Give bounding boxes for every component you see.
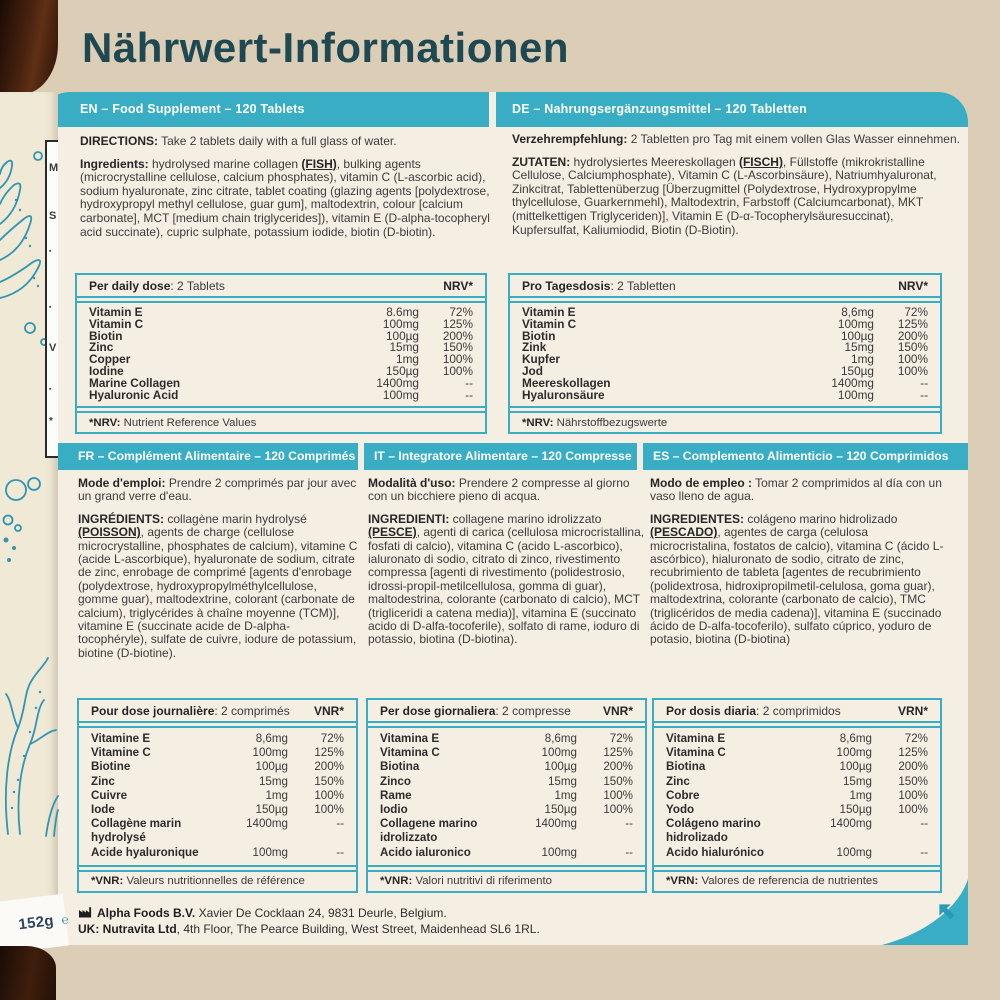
nutrient-nrv: 100%: [603, 803, 633, 817]
nutrient-amount: 8.6mg: [386, 305, 419, 319]
nutrient-amount: 150µg: [839, 803, 872, 817]
fr-ingredients: [78, 513, 359, 660]
nutrient-amount: 1400mg: [246, 817, 288, 831]
de-ingredients-label: ZUTATEN:: [512, 154, 571, 169]
it-directions-text: Prendere 2 compresse al giorno con un bicchiere pieno di acqua.: [368, 476, 630, 504]
nutrient-nrv: 150%: [442, 340, 473, 355]
table-header: [79, 700, 356, 723]
dose-value: : 2 Tabletten: [610, 278, 676, 293]
table-row: [79, 817, 356, 845]
nutrient-amount: 8,6mg: [839, 732, 872, 745]
nutrient-name: Vitamina C: [380, 746, 440, 760]
table-footnote: [368, 870, 645, 891]
fr-ingredients-label: INGRÉDIENTS:: [78, 511, 165, 526]
manufacturer-footer: [78, 906, 540, 937]
nutrient-name: Hyaluronic Acid: [89, 387, 179, 402]
section-header-es-label: ES – Complemento Alimenticio – 120 Comprimidos: [653, 449, 949, 463]
table-row: [368, 775, 645, 789]
nutrient-nrv: 125%: [314, 746, 344, 760]
nutrient-amount: 100mg: [382, 387, 419, 402]
nutrient-name: Kupfer: [522, 352, 561, 367]
nutrient-name: Vitamin C: [522, 316, 577, 331]
nutrient-nrv: --: [465, 375, 473, 390]
dose-label: Per daily dose: [89, 278, 171, 293]
table-row: [654, 760, 940, 774]
nutrient-name: Vitamine E: [91, 732, 151, 745]
front-label-glyph: ▪: [49, 248, 52, 255]
fr-column: [78, 477, 359, 669]
nutrient-name: Meereskollagen: [522, 375, 611, 390]
nutrient-nrv: 72%: [320, 732, 344, 745]
table-row: [654, 732, 940, 746]
nutrient-name: Vitamin E: [522, 305, 576, 319]
product-bottle: [0, 0, 70, 1000]
table-row: [77, 342, 485, 354]
table-row: [654, 789, 940, 803]
de-allergen: (FISCH): [738, 154, 783, 169]
footnote-label: *NRV:: [89, 416, 121, 429]
nutrient-amount: 100mg: [541, 845, 577, 859]
table-header: [654, 700, 940, 723]
nutrient-amount: 100µg: [544, 760, 577, 774]
section-header-fr: [40, 443, 358, 470]
nutrient-nrv: 100%: [898, 788, 928, 802]
dose-header: [522, 279, 676, 293]
nutrient-nrv: --: [920, 375, 928, 390]
footnote: [666, 875, 878, 887]
table-row: [77, 354, 485, 366]
nutrient-amount: 1mg: [265, 788, 288, 802]
dose-header: [89, 279, 225, 293]
nutrient-amount: 150µg: [255, 803, 288, 817]
it-directions: [368, 477, 646, 504]
nrv-header: NRV*: [898, 278, 928, 293]
en-ingredients-pre: hydrolysed marine collagen: [148, 156, 302, 171]
table-footnote: [79, 870, 356, 891]
nutrient-amount: 1400mg: [830, 817, 872, 831]
nutrient-name: Copper: [89, 352, 131, 367]
bottle-front-label-edge: [45, 140, 58, 458]
de-ingredients-pre: hydrolysiertes Meereskollagen: [570, 154, 739, 169]
nutrient-nrv: --: [336, 817, 344, 831]
dose-header: [666, 704, 841, 718]
manufacturer-name: Alpha Foods B.V.: [97, 906, 196, 920]
nutrient-name: Zinc: [666, 774, 690, 788]
en-directions-label: DIRECTIONS:: [80, 134, 158, 148]
nutrient-name: Zinc: [89, 340, 114, 355]
fr-directions-label: Mode d'emploi:: [78, 476, 166, 490]
dose-value: : 2 comprimés: [214, 703, 290, 718]
front-label-glyph: M: [49, 162, 59, 174]
nrv-header: VNR*: [313, 703, 344, 718]
table-row: [77, 387, 485, 402]
nutrient-nrv: 150%: [898, 774, 928, 788]
nutrition-table-it: [366, 698, 647, 893]
nutrient-amount: 150µg: [385, 363, 419, 378]
nutrient-nrv: 72%: [449, 305, 473, 319]
de-directions-text: 2 Tabletten pro Tag mit einem vollen Glas Wasser einnehmen.: [627, 132, 960, 146]
footnote-text: Nutrient Reference Values: [120, 416, 257, 429]
nutrient-amount: 150µg: [840, 363, 874, 378]
nutrient-name: Vitamine C: [91, 746, 151, 760]
nutrient-nrv: 150%: [897, 340, 928, 355]
table-row: [368, 817, 645, 845]
table-body: [510, 301, 940, 408]
dose-label: Per dose giornaliera: [380, 703, 496, 718]
page-title: Nährwert-Informationen: [82, 24, 570, 71]
net-weight: 152g: [17, 912, 55, 934]
footnote-label: *NRV:: [522, 416, 554, 429]
nutrient-name: Vitamina C: [666, 746, 726, 760]
en-column: [80, 135, 490, 248]
nutrient-amount: 100µg: [839, 760, 872, 774]
front-label-glyph: *: [49, 416, 53, 427]
section-header-es: [643, 443, 968, 470]
nutrient-amount: 100mg: [541, 746, 577, 760]
es-ingredients-pre: colágeno marino hidrolizado: [744, 511, 898, 526]
nutrient-nrv: --: [625, 845, 633, 859]
nutrient-amount: 100mg: [836, 845, 872, 859]
table-row: [510, 354, 940, 366]
section-header-de: [496, 92, 968, 127]
footnote: [89, 417, 256, 429]
nutrition-table-fr: [77, 698, 358, 893]
nutrient-nrv: 100%: [314, 803, 344, 817]
table-row: [79, 746, 356, 760]
es-ingredients-label: INGREDIENTES:: [650, 511, 745, 526]
table-row: [77, 316, 485, 331]
nutrient-amount: 8,6mg: [841, 305, 874, 319]
es-directions-label: Modo de empleo :: [650, 476, 752, 490]
bottle-neck: [0, 0, 58, 94]
section-header-de-label: DE – Nahrungsergänzungsmittel – 120 Tabletten: [512, 102, 807, 116]
es-ingredients-post: , agentes de carga (celulosa microcristalina, fostatos de calcio), vitamina C (ácido L-ascórbico), hialuronato de sodio, citrato de zinc, recubrimiento de tableta [agentes de recubrimiento (polidextrosa, hidroxipropilmetil-celulosa, goma guar), maltodextrina, colorante (carbonato de calcio), TMC (triglicéridos de media cadena)], vitamina E (succinado ácido de D-alfa-tocoferilo), sulfato cúprico, yoduro de potasio, biotina (D-biotina): [650, 525, 944, 647]
de-directions: [512, 133, 964, 147]
nutrient-name: Vitamin E: [89, 305, 143, 319]
table-row: [79, 732, 356, 746]
front-label-glyph: V: [49, 342, 57, 354]
table-row: [79, 846, 356, 860]
dose-value: : 2 Tablets: [170, 278, 225, 293]
fr-allergen: (POISSON): [78, 525, 141, 540]
nutrient-amount: 1400mg: [831, 375, 874, 390]
section-header-it-label: IT – Integratore Alimentare – 120 Compresse: [374, 449, 632, 463]
table-row: [368, 846, 645, 860]
nutrient-nrv: 200%: [442, 328, 473, 343]
footnote-label: *VNR:: [380, 875, 413, 888]
dose-label: Por dosis diaria: [666, 703, 757, 718]
nutrient-nrv: 100%: [897, 352, 928, 367]
nutrient-name: Hyaluronsäure: [522, 387, 605, 402]
nutrient-nrv: 100%: [314, 788, 344, 802]
nutrient-name: Iode: [91, 803, 115, 817]
nutrient-amount: 150µg: [544, 803, 577, 817]
nutrient-nrv: 200%: [603, 760, 633, 774]
dose-label: Pour dose journalière: [91, 703, 215, 718]
nutrient-name: Vitamina E: [380, 732, 440, 745]
en-directions-text: Take 2 tablets daily with a full glass of water.: [158, 134, 397, 148]
es-directions-text: Tomar 2 comprimidos al día con un vaso lleno de agua.: [650, 476, 942, 504]
nutrient-nrv: 125%: [897, 316, 928, 331]
nutrition-card: [40, 92, 968, 945]
nutrient-amount: 1400mg: [535, 817, 577, 831]
it-allergen: (PESCE): [368, 525, 417, 540]
footnote-label: *VNR:: [91, 875, 124, 888]
fr-directions: [78, 477, 359, 504]
table-row: [654, 803, 940, 817]
nutrient-amount: 100mg: [836, 746, 872, 760]
table-row: [368, 789, 645, 803]
nutrient-amount: 1mg: [849, 788, 872, 802]
nutrient-nrv: --: [465, 387, 473, 402]
uk-distributor-name: UK: Nutravita Ltd: [78, 921, 177, 936]
nutrient-name: Biotin: [522, 328, 556, 343]
table-body: [368, 726, 645, 867]
nutrient-amount: 15mg: [844, 340, 874, 355]
nutrient-amount: 100mg: [837, 387, 874, 402]
table-footnote: [77, 411, 485, 432]
nutrient-name: Marine Collagen: [89, 375, 181, 390]
section-header-fr-label: FR – Complément Alimentaire – 120 Comprimés: [78, 449, 356, 463]
nutrient-name: Colágeno marino hidrolizado: [666, 817, 761, 845]
nutrient-amount: 15mg: [842, 774, 872, 788]
footnote-text: Valeurs nutritionnelles de référence: [123, 875, 305, 888]
it-ingredients-post: , agenti di carica (cellulosa microcristallina, fosfati di calcio), vitamina C (acido L-ascorbico), ialuronato di sodio, citrato di zinco, rivestimento compressa [agenti di rivestimento (polidestrosio, idrossi-propil-metilcellulosa, gomma di guar), maltodestrina, colorante (carbonato di calcio), MCT (trigliceridi a catena media)], vitamina E (succinato acido di D-alfa-tocoferile), solfato di rame, ioduro di potassio, biotina (D-biotina).: [368, 525, 645, 647]
es-directions: [650, 477, 944, 504]
nutrient-name: Iodine: [89, 363, 124, 378]
nutrient-nrv: 72%: [609, 732, 633, 745]
nutrient-amount: 8,6mg: [255, 732, 288, 745]
it-ingredients: [368, 513, 646, 647]
nutrient-name: Rame: [380, 788, 412, 802]
nutrient-name: Biotin: [89, 328, 123, 343]
nutrient-nrv: --: [920, 387, 928, 402]
es-column: [650, 477, 944, 656]
nutrient-nrv: 150%: [603, 774, 633, 788]
nutrient-amount: 100mg: [252, 746, 288, 760]
en-ingredients-post: , bulking agents (microcrystalline cellulose, calcium phosphates), vitamin C (L-ascorbic acid), sodium hyaluronate, zinc citrate, tablet coating (glazing agents [polydextrose, hydroxypropyl methyl cellulose, guar gum], maltodextrin, colour [calcium carbonate], MCT [medium chain triglycerides]), vitamin E (D-alpha-tocopheryl acid succinate), cupric sulphate, potassium iodide, biotin (D-biotin).: [80, 156, 490, 239]
table-row: [510, 328, 940, 343]
table-row: [368, 803, 645, 817]
dose-header: [380, 704, 571, 718]
nutrient-amount: 1400mg: [376, 375, 419, 390]
dose-value: : 2 comprimidos: [756, 703, 841, 718]
section-header-it: [364, 443, 637, 470]
nutrient-nrv: 100%: [442, 363, 473, 378]
manufacturer-line-uk: [78, 922, 540, 938]
table-row: [654, 817, 940, 845]
nutrient-name: Jod: [522, 363, 543, 378]
nutrient-name: Biotine: [91, 760, 131, 774]
nutrient-name: Cobre: [666, 788, 700, 802]
it-ingredients-label: INGREDIENTI:: [368, 511, 450, 526]
front-label-glyph: S: [49, 210, 57, 222]
es-allergen: (PESCADO): [650, 525, 718, 540]
footnote: [522, 417, 667, 429]
footnote-label: *VRN:: [666, 875, 699, 888]
table-row: [654, 746, 940, 760]
manufacturer-address: Xavier De Cocklaan 24, 9831 Deurle, Belgium.: [195, 906, 447, 920]
manufacturer-line-eu: [78, 906, 540, 922]
nutrient-name: Vitamina E: [666, 732, 726, 745]
nutrient-nrv: 200%: [897, 328, 928, 343]
nutrient-amount: 15mg: [389, 340, 419, 355]
de-ingredients: [512, 156, 964, 238]
table-row: [79, 760, 356, 774]
uk-distributor-address: , 4th Floor, The Pearce Building, West Street, Maidenhead SL6 1RL.: [176, 921, 540, 936]
nutrient-nrv: 100%: [897, 363, 928, 378]
nutrient-name: Iodio: [380, 803, 408, 817]
nutrient-nrv: --: [920, 817, 928, 831]
table-header: [510, 275, 940, 298]
table-row: [368, 732, 645, 746]
nutrient-nrv: 150%: [314, 774, 344, 788]
nutrient-nrv: --: [625, 817, 633, 831]
dose-value: : 2 compresse: [495, 703, 571, 718]
nrv-header: VNR*: [602, 703, 633, 718]
footnote-text: Valori nutritivi di riferimento: [412, 875, 552, 888]
nutrient-name: Acido hialurónico: [666, 845, 764, 859]
nutrient-amount: 1mg: [396, 352, 419, 367]
dose-label: Pro Tagesdosis: [522, 278, 611, 293]
table-body: [654, 726, 940, 867]
nutrient-nrv: 72%: [904, 732, 928, 745]
nutrient-name: Vitamin C: [89, 316, 144, 331]
nutrient-nrv: 125%: [898, 746, 928, 760]
table-header: [77, 275, 485, 298]
front-label-glyph: ▪: [49, 304, 52, 311]
front-label-glyph: ▪: [49, 386, 52, 393]
de-directions-label: Verzehrempfehlung:: [512, 132, 628, 146]
nutrient-name: Zink: [522, 340, 547, 355]
estimated-sign: ℮: [60, 912, 70, 928]
en-allergen: (FISH): [301, 156, 337, 171]
en-ingredients: [80, 158, 490, 240]
nutrient-nrv: 200%: [314, 760, 344, 774]
nutrient-name: Yodo: [666, 803, 695, 817]
nutrient-nrv: --: [336, 845, 344, 859]
nutrient-amount: 100µg: [255, 760, 288, 774]
nutrient-name: Cuivre: [91, 788, 128, 802]
table-row: [79, 775, 356, 789]
de-column: [512, 133, 964, 246]
nrv-header: VRN*: [897, 703, 928, 718]
table-row: [79, 789, 356, 803]
en-ingredients-label: Ingredients:: [80, 156, 149, 171]
nutrient-nrv: 100%: [442, 352, 473, 367]
table-row: [368, 760, 645, 774]
footnote: [91, 875, 305, 887]
table-row: [510, 316, 940, 331]
nutrition-table-es: [652, 698, 942, 893]
table-row: [79, 803, 356, 817]
nutrient-nrv: 100%: [898, 803, 928, 817]
nutrition-table-en: [75, 273, 487, 434]
nutrient-name: Biotina: [380, 760, 420, 774]
fr-ingredients-pre: collagène marin hydrolysé: [164, 511, 307, 526]
section-header-en: [40, 92, 489, 127]
table-row: [654, 846, 940, 860]
it-directions-label: Modalità d'uso:: [368, 476, 456, 490]
de-ingredients-post: , Füllstoffe (mikrokristalline Cellulose, Calciumphosphate), Vitamin C (L-Ascorbinsäure), Natriumhyaluronat, Zinkcitrat, Tablettenüberzug [Überzugmittel (Polydextrose, Hydroxypropylme thylcellulose, Guarkernmehl), Maltodextrin, Farbstoff (Calciumcarbonat), MKT (mittelkettigen Triglyceriden)], Vitamin E (D-α-Tocopherylsäuresuccinat), Kupfersulfat, Kaliumiodid, Biotin (D-Biotin).: [512, 154, 937, 237]
nutrient-amount: 100mg: [252, 845, 288, 859]
footnote-text: Nährstoffbezugswerte: [553, 416, 668, 429]
nutrient-name: Acido ialuronico: [380, 845, 471, 859]
nutrient-name: Acide hyaluronique: [91, 845, 199, 859]
nutrient-amount: 100µg: [840, 328, 874, 343]
bottle-base: [0, 946, 56, 1000]
fr-directions-text: Prendre 2 comprimés par jour avec un grand verre d'eau.: [78, 476, 357, 504]
table-row: [77, 328, 485, 343]
corner-arrow-icon: [937, 902, 956, 921]
nutrient-name: Collagene marino idrolizzato: [380, 817, 478, 845]
table-row: [368, 746, 645, 760]
table-body: [79, 726, 356, 867]
nutrient-amount: 8,6mg: [544, 732, 577, 745]
fr-ingredients-post: , agents de charge (cellulose microcrystalline, phosphates de calcium), vitamine C (acide L-ascorbique), hyaluronate de sodium, citrate de zinc, enrobage de comprimé [agents d'enrobage (polydextrose, hydroxypropylméthylcellulose, gomme guar), maltodextrine, colorant (carbonate de calcium), triglycérides à chaîne moyenne (TCM)], vitamine E (succinate acide de D-alpha-tocophéryle), sulfate de cuivre, iodure de potassium, biotine (D-biotine).: [78, 525, 358, 660]
nutrient-name: Collagène marin hydrolysé: [91, 817, 182, 845]
nutrient-name: Zinco: [380, 774, 411, 788]
bottle-label: [0, 92, 58, 904]
nutrient-nrv: 200%: [898, 760, 928, 774]
nutrient-amount: 100mg: [382, 316, 419, 331]
nutrient-nrv: 125%: [603, 746, 633, 760]
nutrient-amount: 100µg: [385, 328, 419, 343]
nutrient-name: Zinc: [91, 774, 115, 788]
section-header-en-label: EN – Food Supplement – 120 Tablets: [80, 102, 305, 116]
footnote-text: Valores de referencia de nutrientes: [698, 875, 878, 888]
es-ingredients: [650, 513, 944, 647]
table-body: [77, 301, 485, 408]
nutrient-amount: 100mg: [837, 316, 874, 331]
nutrient-amount: 1mg: [851, 352, 874, 367]
it-column: [368, 477, 646, 656]
en-directions: [80, 135, 490, 149]
nutrient-nrv: --: [920, 845, 928, 859]
nutrient-nrv: 72%: [904, 305, 928, 319]
table-row: [654, 775, 940, 789]
it-ingredients-pre: collagene marino idrolizzato: [449, 511, 602, 526]
nutrition-table-de: [508, 273, 942, 434]
factory-icon: [78, 906, 92, 918]
nutrient-amount: 15mg: [547, 774, 577, 788]
nutrient-nrv: 100%: [603, 788, 633, 802]
footnote: [380, 875, 552, 887]
dose-header: [91, 704, 290, 718]
table-header: [368, 700, 645, 723]
table-footnote: [510, 411, 940, 432]
nutrient-amount: 1mg: [554, 788, 577, 802]
nutrient-name: Biotina: [666, 760, 706, 774]
nutrient-nrv: 125%: [442, 316, 473, 331]
nutrient-amount: 15mg: [258, 774, 288, 788]
table-row: [510, 387, 940, 402]
table-row: [510, 342, 940, 354]
nrv-header: NRV*: [443, 278, 473, 293]
